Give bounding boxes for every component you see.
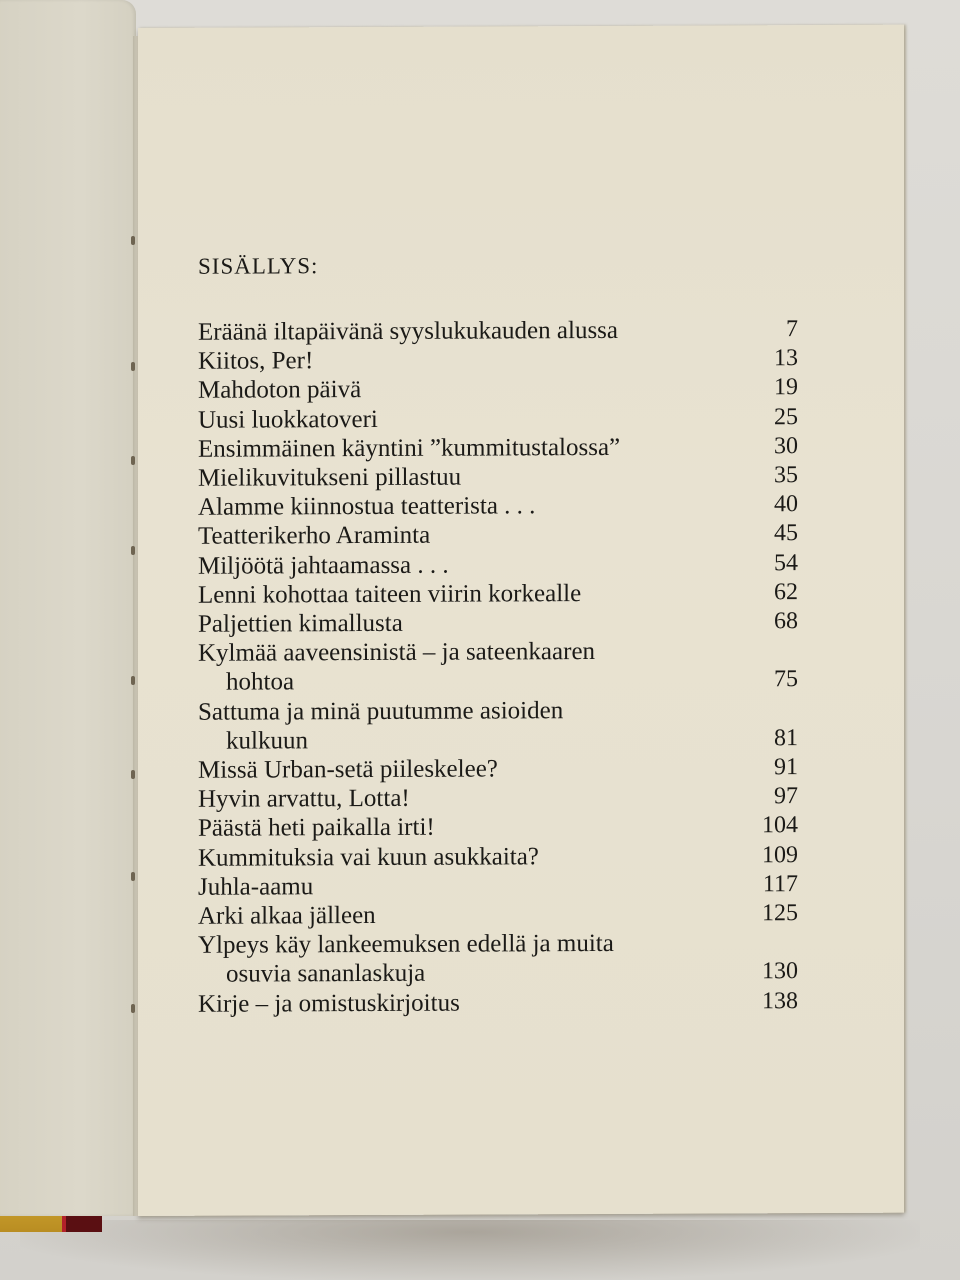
binding-stitch: [131, 362, 135, 371]
toc-entry: [198, 315, 798, 347]
toc-entry-page-number: 13: [774, 345, 798, 372]
binding-stitch: [131, 456, 135, 465]
toc-entry-title: Kummituksia vai kuun asukkaita?: [198, 842, 539, 872]
binding-stitch: [131, 236, 135, 245]
toc-heading: SISÄLLYS:: [198, 253, 319, 279]
toc-entry: [198, 928, 798, 989]
toc-entry: [198, 578, 798, 610]
toc-entry: [198, 841, 798, 873]
toc-entry-page-number: 54: [774, 549, 798, 576]
toc-entry: [198, 549, 798, 581]
toc-entry-page-number: 30: [774, 432, 798, 460]
binding-stitch: [131, 546, 135, 555]
toc-entry-title-continued: hohtoa: [226, 668, 295, 697]
toc-entry: [198, 520, 798, 552]
toc-entry-title: Eräänä iltapäivänä syyslukukauden alussa: [198, 316, 618, 346]
toc-list: [198, 315, 798, 1018]
toc-entry-page-number: 81: [774, 724, 798, 752]
toc-entry-title: Uusi luokkatoveri: [198, 405, 378, 434]
toc-entry: [198, 432, 798, 464]
binding-stitch: [131, 770, 135, 779]
toc-entry-page-number: 35: [774, 462, 798, 489]
toc-entry: [198, 899, 798, 931]
left-page: [0, 0, 136, 1216]
right-page: [138, 25, 904, 1216]
toc-entry: [198, 490, 798, 522]
toc-entry-title: Lenni kohottaa taiteen viirin korkealle: [198, 579, 582, 609]
toc-entry-title: Mahdoton päivä: [198, 376, 362, 405]
toc-entry: [198, 812, 798, 844]
toc-entry-page-number: 62: [774, 578, 798, 606]
binding-stitch: [131, 1004, 135, 1013]
toc-entry-title: Juhla-aamu: [198, 873, 314, 901]
toc-entry-title: Alamme kiinnostua teatterista . . .: [198, 492, 536, 521]
table-of-contents: [198, 251, 798, 1018]
toc-entry-title: Kiitos, Per!: [198, 347, 314, 375]
toc-entry: [198, 782, 798, 814]
toc-entry-page-number: 125: [762, 900, 798, 927]
toc-entry: [198, 870, 798, 902]
toc-entry: [198, 695, 798, 756]
toc-entry: [198, 461, 798, 493]
toc-entry-title: Miljöötä jahtaamassa . . .: [198, 551, 449, 580]
toc-entry: [198, 344, 798, 376]
toc-entry-page-number: 40: [774, 491, 798, 518]
toc-entry-page-number: 7: [786, 316, 798, 343]
toc-entry-title: Mielikuvitukseni pillastuu: [198, 463, 462, 492]
toc-entry: [198, 607, 798, 639]
binding-stitch: [131, 872, 135, 881]
toc-entry-title: Missä Urban-setä piileskelee?: [198, 755, 498, 784]
toc-entry-page-number: 138: [762, 987, 798, 1014]
toc-entry: [198, 374, 798, 406]
toc-entry: [198, 987, 798, 1019]
toc-entry-title: Ensimmäinen käyntini ”kummitustalossa”: [198, 433, 621, 463]
toc-entry-page-number: 117: [762, 870, 798, 898]
binding-stitch: [131, 676, 135, 685]
toc-entry-page-number: 109: [762, 841, 798, 868]
toc-entry-page-number: 75: [774, 666, 798, 693]
toc-entry-page-number: 25: [774, 403, 798, 430]
toc-entry-title: Arki alkaa jälleen: [198, 902, 376, 930]
toc-entry-page-number: 104: [762, 812, 798, 839]
toc-entry-title: Paljettien kimallusta: [198, 609, 403, 638]
toc-entry-title: Kylmää aaveensinistä – ja sateenkaaren: [198, 638, 596, 667]
toc-entry-title-continued: kulkuun: [226, 727, 308, 755]
toc-entry-title: Teatterikerho Araminta: [198, 522, 431, 551]
toc-entry-page-number: 19: [774, 374, 798, 401]
toc-entry-title-continued: osuvia sananlaskuja: [226, 960, 426, 989]
toc-entry-title: Hyvin arvattu, Lotta!: [198, 785, 410, 813]
toc-entry-page-number: 97: [774, 783, 798, 810]
toc-entry-title: Ylpeys käy lankeemuksen edellä ja muita: [198, 930, 614, 960]
toc-entry-title: Kirje – ja omistuskirjoitus: [198, 989, 460, 1018]
toc-entry-title: Päästä heti paikalla irti!: [198, 814, 435, 843]
toc-entry: [198, 403, 798, 435]
toc-entry-page-number: 91: [774, 754, 798, 781]
toc-entry-page-number: 68: [774, 608, 798, 635]
toc-entry-page-number: 130: [762, 958, 798, 985]
toc-entry-page-number: 45: [774, 520, 798, 547]
toc-entry: [198, 753, 798, 785]
toc-entry-title: Sattuma ja minä puutumme asioiden: [198, 696, 564, 726]
book-shadow: [20, 1220, 920, 1280]
toc-entry: [198, 636, 798, 697]
